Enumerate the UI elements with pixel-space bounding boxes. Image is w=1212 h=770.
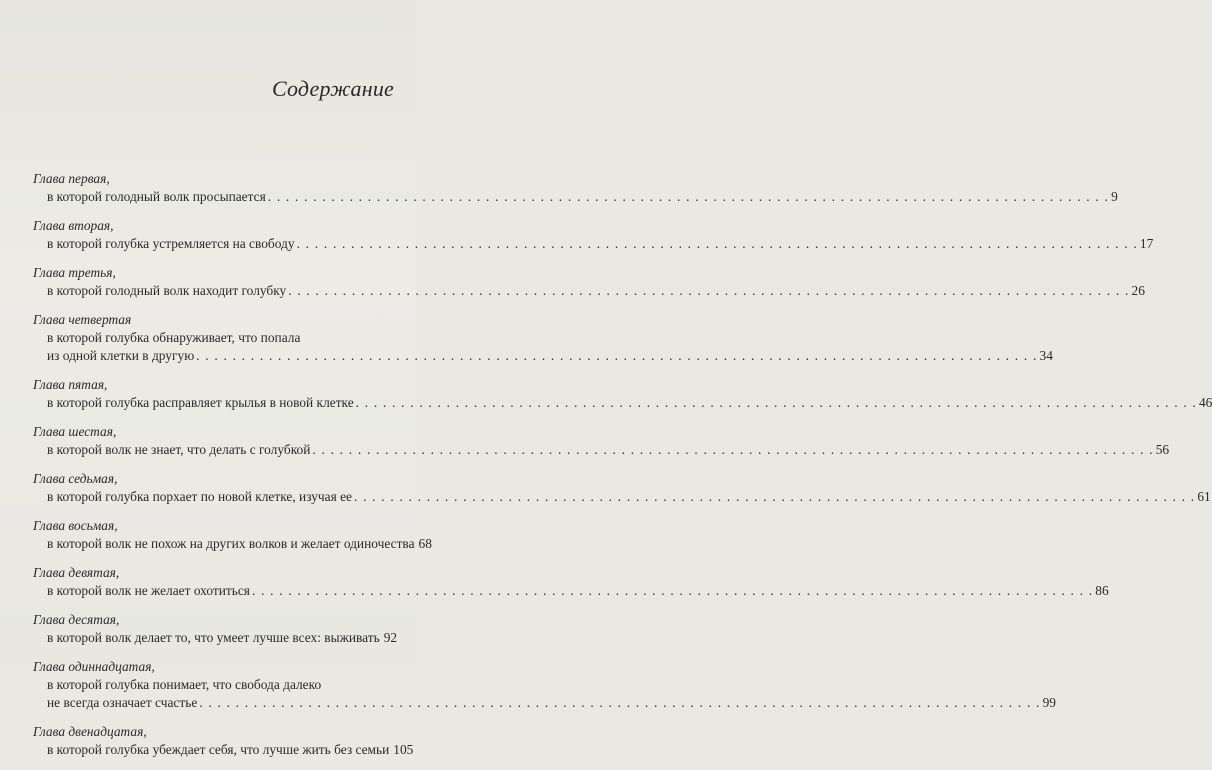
toc-entry: [33, 517, 432, 553]
chapter-description-line: [33, 441, 1170, 459]
page-number: 9: [1111, 189, 1118, 204]
toc-entry: [33, 470, 1211, 506]
chapter-description-line: [33, 694, 1056, 712]
chapter-description: в которой голубка расправляет крылья в новой клетке: [47, 395, 354, 410]
chapter-heading: Глава первая,: [33, 171, 110, 186]
chapter-heading: Глава седьмая,: [33, 471, 118, 486]
chapter-description-line: [33, 282, 1145, 300]
chapter-description: в которой голодный волк просыпается: [47, 189, 266, 204]
chapter-description-line: [33, 394, 1212, 412]
chapter-description: в которой голубка порхает по новой клетке, изучая ее: [47, 489, 352, 504]
page-number: 26: [1131, 283, 1145, 298]
chapter-description: в которой волк не желает охотиться: [47, 583, 250, 598]
chapter-description: в которой голодный волк находит голубку: [47, 283, 287, 298]
chapter-heading: Глава шестая,: [33, 424, 117, 439]
table-of-contents: [33, 170, 1212, 770]
chapter-description-line: [33, 347, 1053, 365]
chapter-description: в которой голубка обнаруживает, что попала: [47, 330, 301, 345]
chapter-description-line: [33, 329, 393, 347]
chapter-heading: Глава двенадцатая,: [33, 724, 147, 739]
page-number: 92: [383, 630, 398, 645]
chapter-description-line: [33, 582, 1109, 600]
page-title: Содержание: [271, 76, 394, 101]
chapter-description-line: [33, 741, 414, 759]
toc-entry: [33, 658, 1056, 712]
chapter-description-line: [33, 629, 398, 647]
dot-leader: [196, 347, 1037, 365]
toc-entry: [33, 170, 1118, 206]
page-number: 86: [1095, 583, 1109, 598]
dot-leader: [356, 394, 1197, 412]
toc-entry: [33, 611, 398, 647]
chapter-description-line: [33, 676, 393, 694]
chapter-description-line: [33, 488, 1211, 506]
chapter-heading: Глава третья,: [33, 265, 116, 280]
page-number: 105: [393, 742, 414, 757]
chapter-heading: Глава четвертая: [33, 312, 132, 327]
page-number: 61: [1197, 489, 1211, 504]
page-number: 56: [1155, 442, 1170, 457]
chapter-heading: Глава вторая,: [33, 218, 114, 233]
page-number: 99: [1042, 695, 1056, 710]
toc-entry: [33, 564, 1109, 600]
chapter-description: в которой голубка понимает, что свобода далеко: [47, 677, 322, 692]
chapter-description: в которой волк не знает, что делать с голубкой: [47, 442, 311, 457]
dot-leader: [268, 188, 1109, 206]
chapter-description: не всегда означает счастье: [47, 695, 198, 710]
toc-entry: [33, 311, 1053, 365]
chapter-description: в которой голубка устремляется на свободу: [47, 236, 295, 251]
chapter-heading: Глава пятая,: [33, 377, 108, 392]
chapter-heading: Глава девятая,: [33, 565, 120, 580]
chapter-description-line: [33, 235, 1154, 253]
toc-entry: [33, 264, 1145, 300]
toc-entry: [33, 217, 1154, 253]
chapter-heading: Глава восьмая,: [33, 518, 118, 533]
dot-leader: [288, 282, 1129, 300]
dot-leader: [312, 441, 1153, 459]
dot-leader: [252, 582, 1093, 600]
chapter-description-line: [33, 535, 432, 553]
page-number: 46: [1198, 395, 1212, 410]
toc-entry: [33, 423, 1170, 459]
page-number: 34: [1039, 348, 1053, 363]
dot-leader: [354, 488, 1195, 506]
chapter-description: в которой волк не похож на других волков и желает одиночества: [47, 536, 415, 551]
chapter-description-line: [33, 188, 1118, 206]
chapter-description: в которой волк делает то, что умеет лучше всех: выживать: [47, 630, 380, 645]
dot-leader: [297, 235, 1138, 253]
chapter-heading: Глава одиннадцатая,: [33, 659, 155, 674]
chapter-description: из одной клетки в другую: [47, 348, 195, 363]
dot-leader: [199, 694, 1040, 712]
page-number: 17: [1139, 236, 1154, 251]
chapter-heading: Глава десятая,: [33, 612, 120, 627]
toc-entry: [33, 723, 414, 759]
chapter-description: в которой голубка убеждает себя, что лучше жить без семьи: [47, 742, 390, 757]
toc-entry: [33, 376, 1212, 412]
page-number: 68: [418, 536, 432, 551]
